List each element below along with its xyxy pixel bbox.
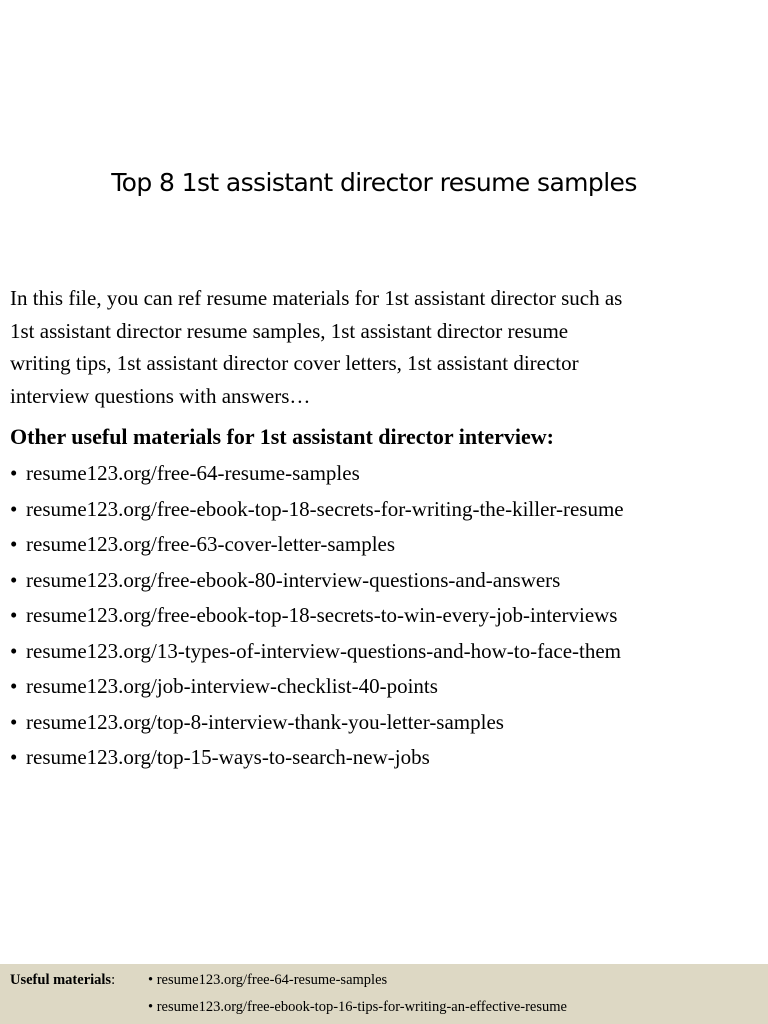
- intro-line: writing tips, 1st assistant director cover letters, 1st assistant director: [10, 351, 579, 375]
- list-item: [10, 671, 624, 707]
- material-link[interactable]: resume123.org/13-types-of-interview-questions-and-how-to-face-them: [26, 638, 622, 663]
- material-link[interactable]: resume123.org/job-interview-checklist-40-points: [26, 674, 438, 698]
- list-item: [10, 529, 624, 565]
- bullet-icon: •: [10, 638, 18, 663]
- footer-bar: [0, 964, 768, 1024]
- bullet-icon: •: [148, 972, 154, 988]
- intro-line: In this file, you can ref resume materials for 1st assistant director such as: [10, 286, 623, 310]
- intro-line: interview questions with answers…: [10, 383, 311, 408]
- page-title: Top 8 1st assistant director resume samples: [111, 168, 637, 197]
- materials-list: [10, 458, 624, 778]
- bullet-icon: •: [10, 709, 18, 734]
- bullet-icon: •: [10, 603, 18, 627]
- material-link[interactable]: resume123.org/top-15-ways-to-search-new-jobs: [26, 745, 430, 769]
- bullet-icon: •: [10, 674, 18, 698]
- footer-label: [10, 972, 115, 989]
- bullet-icon: •: [10, 567, 18, 592]
- footer-item: [148, 999, 567, 1016]
- list-item: [10, 494, 624, 530]
- bullet-icon: •: [10, 461, 18, 485]
- intro-paragraph: [10, 282, 760, 412]
- footer-label-colon: :: [111, 972, 116, 988]
- material-link[interactable]: resume123.org/free-ebook-top-18-secrets-to-win-every-job-interviews: [26, 603, 618, 627]
- material-link[interactable]: resume123.org/free-ebook-80-interview-questions-and-answers: [26, 567, 561, 592]
- list-item: [10, 458, 624, 494]
- material-link[interactable]: resume123.org/free-64-resume-samples: [26, 461, 360, 485]
- bullet-icon: •: [10, 745, 18, 769]
- material-link[interactable]: resume123.org/top-8-interview-thank-you-letter-samples: [26, 709, 504, 734]
- material-link[interactable]: resume123.org/free-63-cover-letter-samples: [26, 532, 396, 556]
- bullet-icon: •: [148, 999, 154, 1015]
- footer-link[interactable]: resume123.org/free-64-resume-samples: [156, 972, 388, 988]
- footer-link[interactable]: resume123.org/free-ebook-top-16-tips-for-writing-an-effective-resume: [156, 999, 567, 1015]
- list-item: [10, 636, 624, 672]
- footer-label-text: Useful materials: [10, 972, 112, 988]
- list-item: [10, 742, 624, 778]
- footer-item: [148, 972, 387, 989]
- list-item: [10, 707, 624, 743]
- bullet-icon: •: [10, 496, 18, 521]
- list-item: [10, 565, 624, 601]
- materials-heading: Other useful materials for 1st assistant director interview:: [10, 424, 555, 449]
- list-item: [10, 600, 624, 636]
- intro-line: 1st assistant director resume samples, 1st assistant director resume: [10, 318, 569, 343]
- bullet-icon: •: [10, 532, 18, 556]
- material-link[interactable]: resume123.org/free-ebook-top-18-secrets-for-writing-the-killer-resume: [26, 496, 624, 521]
